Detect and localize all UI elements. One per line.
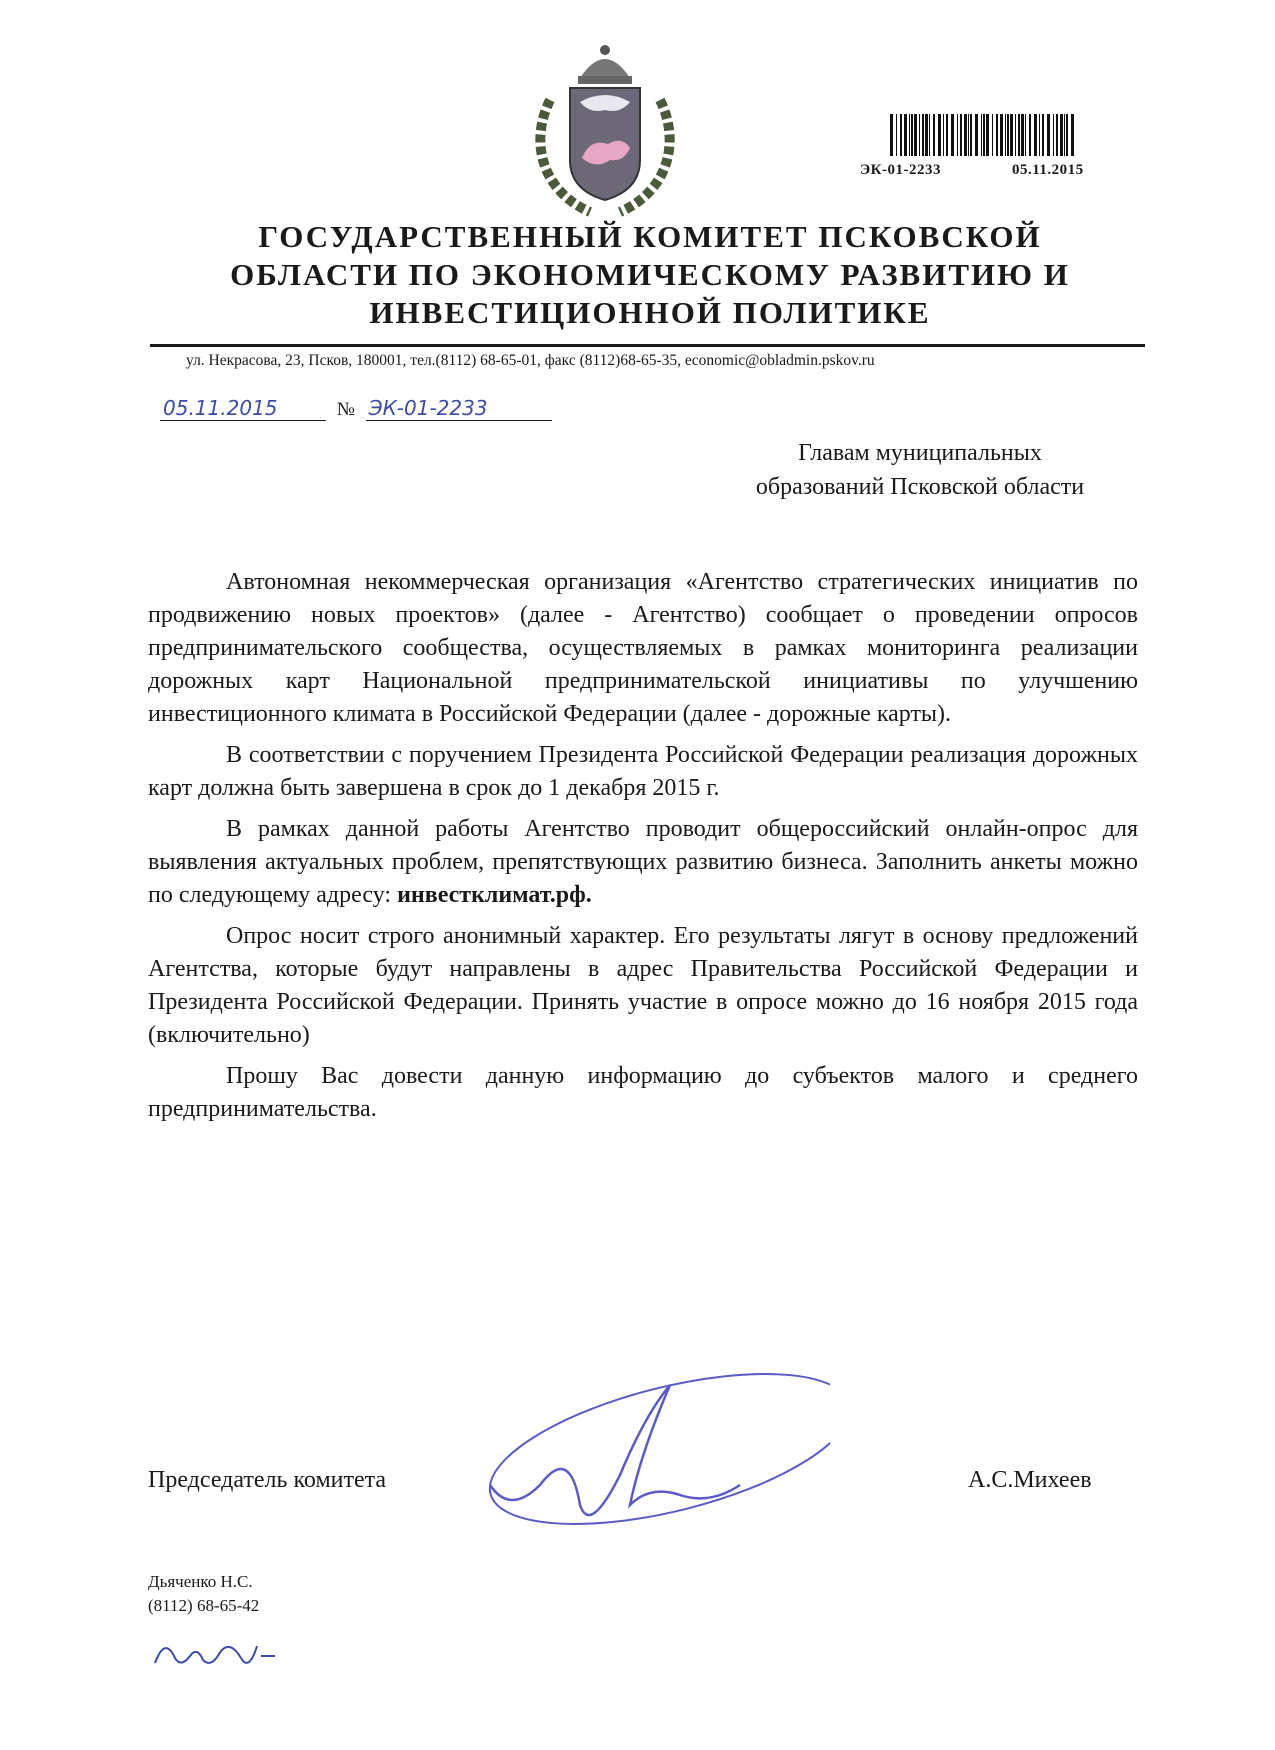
survey-website-link[interactable]: инвестклимат.рф. xyxy=(397,882,592,908)
addressee xyxy=(700,436,1140,504)
initials-signature-icon xyxy=(145,1628,285,1678)
handwritten-number: ЭК-01-2233 xyxy=(366,396,552,421)
executor-phone: (8112) 68-65-42 xyxy=(148,1596,260,1615)
paragraph-2: В соответствии с поручением Президента Российской Федерации реализация дорожных карт должна быть завершена в срок до 1 декабря 2015 г. xyxy=(148,742,1138,801)
letter-body xyxy=(148,566,1138,1134)
paragraph-3 xyxy=(148,813,1138,912)
handwritten-date: 05.11.2015 xyxy=(160,396,326,421)
addressee-line-1: Главам муниципальных xyxy=(798,440,1042,466)
outgoing-date-number xyxy=(160,396,552,421)
organization-title: ГОСУДАРСТВЕННЫЙ КОМИТЕТ ПСКОВСКОЙ ОБЛАСТИ ПО ЭКОНОМИЧЕСКОМУ РАЗВИТИЮ И ИНВЕСТИЦИОННОЙ ПОЛИТИКЕ xyxy=(230,219,1070,330)
executor-name: Дьяченко Н.С. xyxy=(148,1572,253,1591)
header-divider xyxy=(150,344,1145,347)
executor-info xyxy=(148,1570,259,1618)
paragraph-1: Автономная некоммерческая организация «Агентство стратегических инициатив по продвижению новых проектов» (далее - Агентство) сообщает о проведении опросов предпринимательского сообщества, осуществляемых в рамках мониторинга реализации дорожных карт Национальной предпринимательской инициативы по улучшению инвестиционного климата в Российской Федерации (далее - дорожные карты). xyxy=(148,569,1138,727)
coat-of-arms-icon xyxy=(530,40,680,220)
signatory-name: А.С.Михеев xyxy=(968,1467,1092,1493)
signature-icon xyxy=(470,1365,830,1565)
addressee-line-2: образований Псковской области xyxy=(755,474,1085,500)
registration-code: ЭК-01-2233 xyxy=(860,162,942,178)
registration-date: 05.11.2015 xyxy=(1012,162,1084,178)
number-sign: № xyxy=(336,399,355,420)
paragraph-3-text: В рамках данной работы Агентство проводит общероссийский онлайн-опрос для выявления актуальных проблем, препятствующих развитию бизнеса. Заполнить анкеты можно по следующему адресу: xyxy=(148,816,1138,908)
paragraph-4: Опрос носит строго анонимный характер. Его результаты лягут в основу предложений Агентства, которые будут направлены в адрес Правительства Российской Федерации и Президента Российской Федерации. Принять участие в опросе можно до 16 ноября 2015 года (включительно) xyxy=(148,923,1138,1048)
organization-address: ул. Некрасова, 23, Псков, 180001, тел.(8112) 68-65-01, факс (8112)68-65-35, economic@obladmin.pskov.ru xyxy=(186,352,875,369)
paragraph-5: Прошу Вас довести данную информацию до субъектов малого и среднего предпринимательства. xyxy=(148,1063,1138,1122)
signatory-title: Председатель комитета xyxy=(148,1467,387,1493)
barcode xyxy=(888,114,1078,156)
